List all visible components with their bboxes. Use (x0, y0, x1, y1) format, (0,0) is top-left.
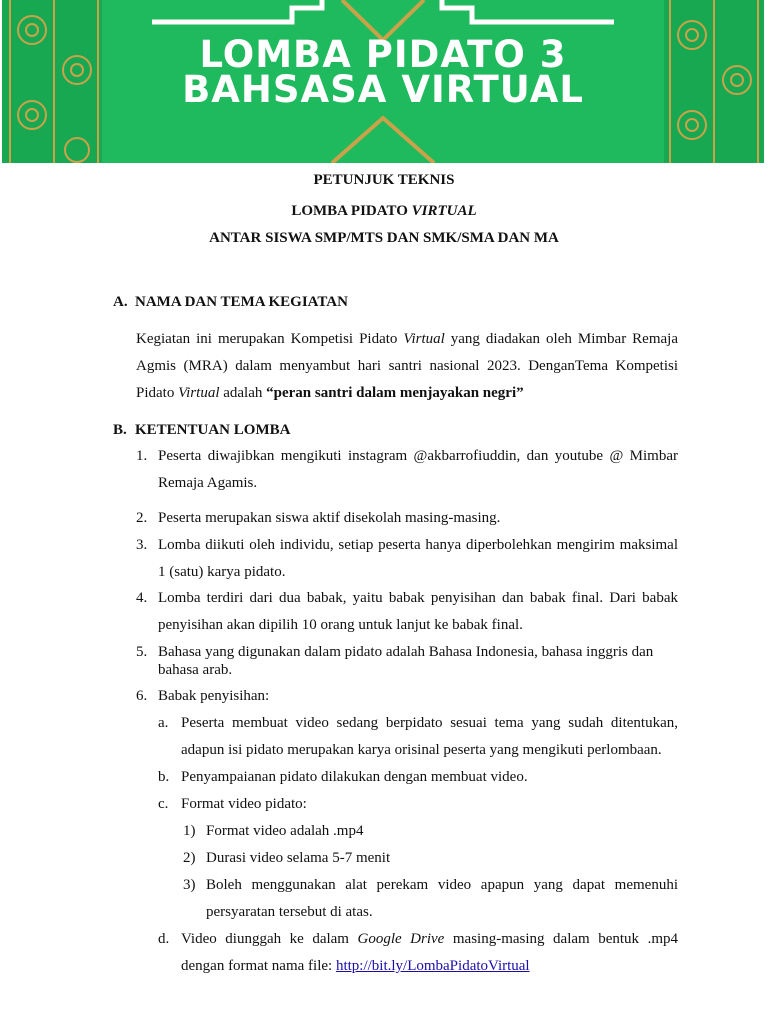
section-a-heading: A. NAMA DAN TEMA KEGIATAN (113, 294, 348, 310)
document-page: LOMBA PIDATO 3 BAHSASA VIRTUAL PETUNJUK TEKNIS LOMBA PIDATO VIRTUAL ANTAR SISWA SMP/MTS DAN SMK/SMA DAN MA A. NAMA DAN TEMA KEGIATAN Kegiatan ini merupakan Kompetisi Pidato Virtual yang diadakan oleh Mimbar Remaja Agmis (MRA) dalam menyambut hari santri nasional 2023. DenganTema Kompetisi Pidato Virtual adalah “peran santri dalam menjayakan negri” B. KETENTUAN LOMBA 1. Peserta diwajibkan mengikuti instagram @akbarrofiuddin, dan youtube @ Mimbar Remaja Agamis. 2. Peserta merupakan siswa aktif disekolah masing-masing. 3. Lomba diikuti oleh individu, setiap peserta hanya diperbolehkan mengirim maksimal 1 (satu) karya pidato. 4. Lomba terdiri dari dua babak, yaitu babak penyisihan dan babak final. Dari babak penyisihan akan dipilih 10 orang untuk lanjut ke babak final. 5. Bahasa yang digunakan dalam pidato adalah Bahasa Indonesia, bahasa inggris dan bahasa arab. 6. Babak penyisihan: a. Peserta membuat video sedang berpidato sesuai tema yang sudah ditentukan, adapun isi pidato merupakan karya orisinal peserta yang mengikuti perlombaan. b. Penyampaianan pidato dilakukan dengan membuat video. c. Format video pidato: 1) Format video adalah .mp4 2) Durasi video selama 5-7 menit 3) Boleh menggunakan alat perekam video apapun yang dapat memenuhi persyaratan tersebut di atas. d. Video diunggah ke dalam Google Drive masing-masing dalam bentuk .mp4 dengan format nama file: http://bit.ly/LombaPidatoVirtual (0, 0, 768, 1024)
section-a-paragraph: Kegiatan ini merupakan Kompetisi Pidato Virtual yang diadakan oleh Mimbar Remaja Agmis (MRA) dalam menyambut hari santri nasional 2023. DenganTema Kompetisi Pidato Virtual adalah “peran santri dalam menjayakan negri” (136, 331, 678, 401)
drive-link[interactable]: http://bit.ly/LombaPidatoVirtual (335, 958, 530, 974)
banner-title-line2: BAHSASA VIRTUAL (182, 68, 584, 111)
document-subtitle: LOMBA PIDATO VIRTUAL (291, 203, 477, 219)
banner-title-line1: LOMBA PIDATO 3 (199, 33, 567, 76)
event-banner (2, 0, 764, 163)
document-title: PETUNJUK TEKNIS (313, 172, 455, 188)
section-b-heading: B. KETENTUAN LOMBA (113, 422, 291, 438)
document-audience: ANTAR SISWA SMP/MTS DAN SMK/SMA DAN MA (209, 230, 559, 246)
